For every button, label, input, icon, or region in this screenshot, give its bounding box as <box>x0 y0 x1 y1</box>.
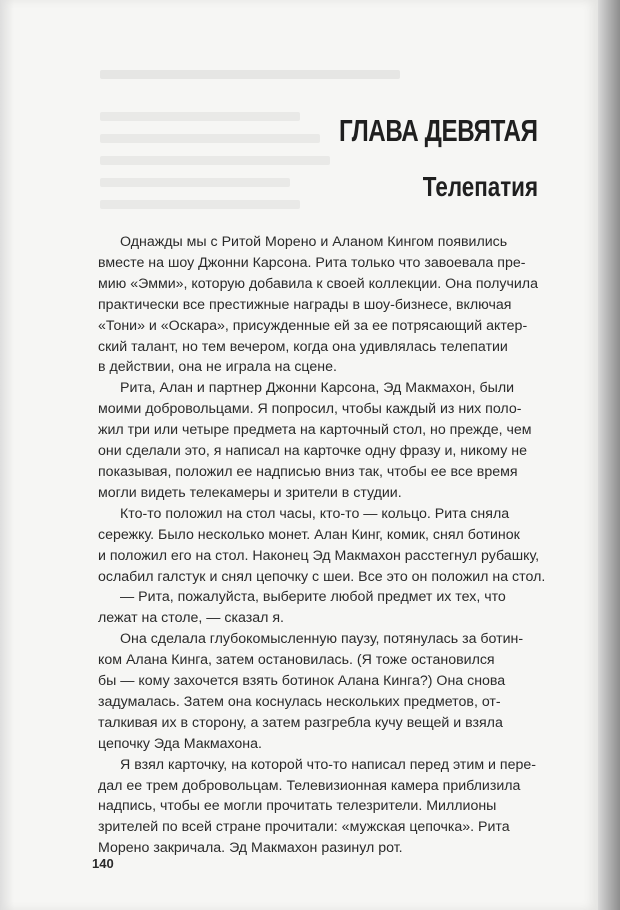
text-line: показывая, положил ее надписью вниз так, чтобы ее все время <box>98 463 518 480</box>
chapter-subtitle: Телепатия <box>422 171 538 202</box>
text-line: Морено закричала. Эд Макмахон разинул рот. <box>98 840 403 857</box>
paragraph <box>98 504 560 588</box>
text-line: задумалась. Затем она коснулась нескольких предметов, от- <box>98 693 501 710</box>
page-number: 140 <box>92 856 114 871</box>
text-line: вместе на шоу Джонни Карсона. Рита только что завоевала пре- <box>98 254 526 271</box>
bleed-through-line <box>100 156 330 165</box>
paragraph <box>98 232 560 378</box>
text-line: практически все престижные награды в шоу-бизнесе, включая <box>98 296 512 313</box>
bleed-through-line <box>100 200 300 209</box>
text-line: цепочку Эда Макмахона. <box>98 735 262 752</box>
paragraph <box>98 629 560 754</box>
text-line: мию «Эмми», которую добавила к своей коллекции. Она получила <box>98 275 538 292</box>
text-line: «Тони» и «Оскара», присужденные ей за ее потрясающий актер- <box>98 317 528 334</box>
text-line: Однажды мы с Ритой Морено и Аланом Кингом появились <box>120 234 508 250</box>
text-line: сережку. Было несколько монет. Алан Кинг, комик, снял ботинок <box>98 526 520 543</box>
text-line: и положил его на стол. Наконец Эд Макмахон расстегнул рубашку, <box>98 547 540 564</box>
text-line: могли видеть телекамеры и зрители в студии. <box>98 484 402 501</box>
bleed-through-line <box>100 112 300 121</box>
body-text <box>98 232 560 859</box>
text-line: моими добровольцами. Я попросил, чтобы каждый из них поло- <box>98 401 522 418</box>
paragraph <box>98 755 560 860</box>
text-line: жил три или четыре предмета на карточный стол, но прежде, чем <box>98 422 532 439</box>
chapter-title: ГЛАВА ДЕВЯТАЯ <box>339 113 538 148</box>
text-line: в действии, она не играла на сцене. <box>98 359 337 376</box>
text-line: надпись, чтобы ее могли прочитать телезрители. Миллионы <box>98 798 497 815</box>
text-line: зрителей по всей стране прочитали: «мужская цепочка». Рита <box>98 819 510 836</box>
text-line: ский талант, но тем вечером, когда она удивлялась телепатии <box>98 338 508 355</box>
bleed-through-running-head <box>100 70 400 79</box>
bleed-through-line <box>100 134 320 143</box>
paragraph <box>98 378 560 503</box>
text-line: они сделали это, я написал на карточке одну фразу и, никому не <box>98 443 527 460</box>
book-spine-edge <box>598 0 620 910</box>
paragraph <box>98 587 560 629</box>
text-line: — Рита, пожалуйста, выберите любой предмет их тех, что <box>120 589 506 606</box>
text-line: Рита, Алан и партнер Джонни Карсона, Эд Макмахон, были <box>120 380 515 397</box>
text-line: Она сделала глубокомысленную паузу, потянулась за ботин- <box>120 631 524 648</box>
text-line: ослабил галстук и снял цепочку с шеи. Все это он положил на стол. <box>98 568 546 585</box>
text-line: Я взял карточку, на которой что-то написал перед этим и пере- <box>120 756 536 773</box>
text-line: бы — кому захочется взять ботинок Алана Кинга?) Она снова <box>98 673 506 690</box>
page-gutter-shadow <box>0 0 14 910</box>
text-line: Кто-то положил на стол часы, кто-то — кольцо. Рита сняла <box>120 505 510 522</box>
text-line: талкивая их в сторону, а затем разгребла кучу вещей и взяла <box>98 714 503 731</box>
text-line: дал ее трем добровольцам. Телевизионная камера приблизила <box>98 777 521 794</box>
bleed-through-line <box>100 178 290 187</box>
text-line: лежат на столе, — сказал я. <box>98 610 284 627</box>
text-line: ком Алана Кинга, затем остановилась. (Я тоже остановился <box>98 652 495 669</box>
